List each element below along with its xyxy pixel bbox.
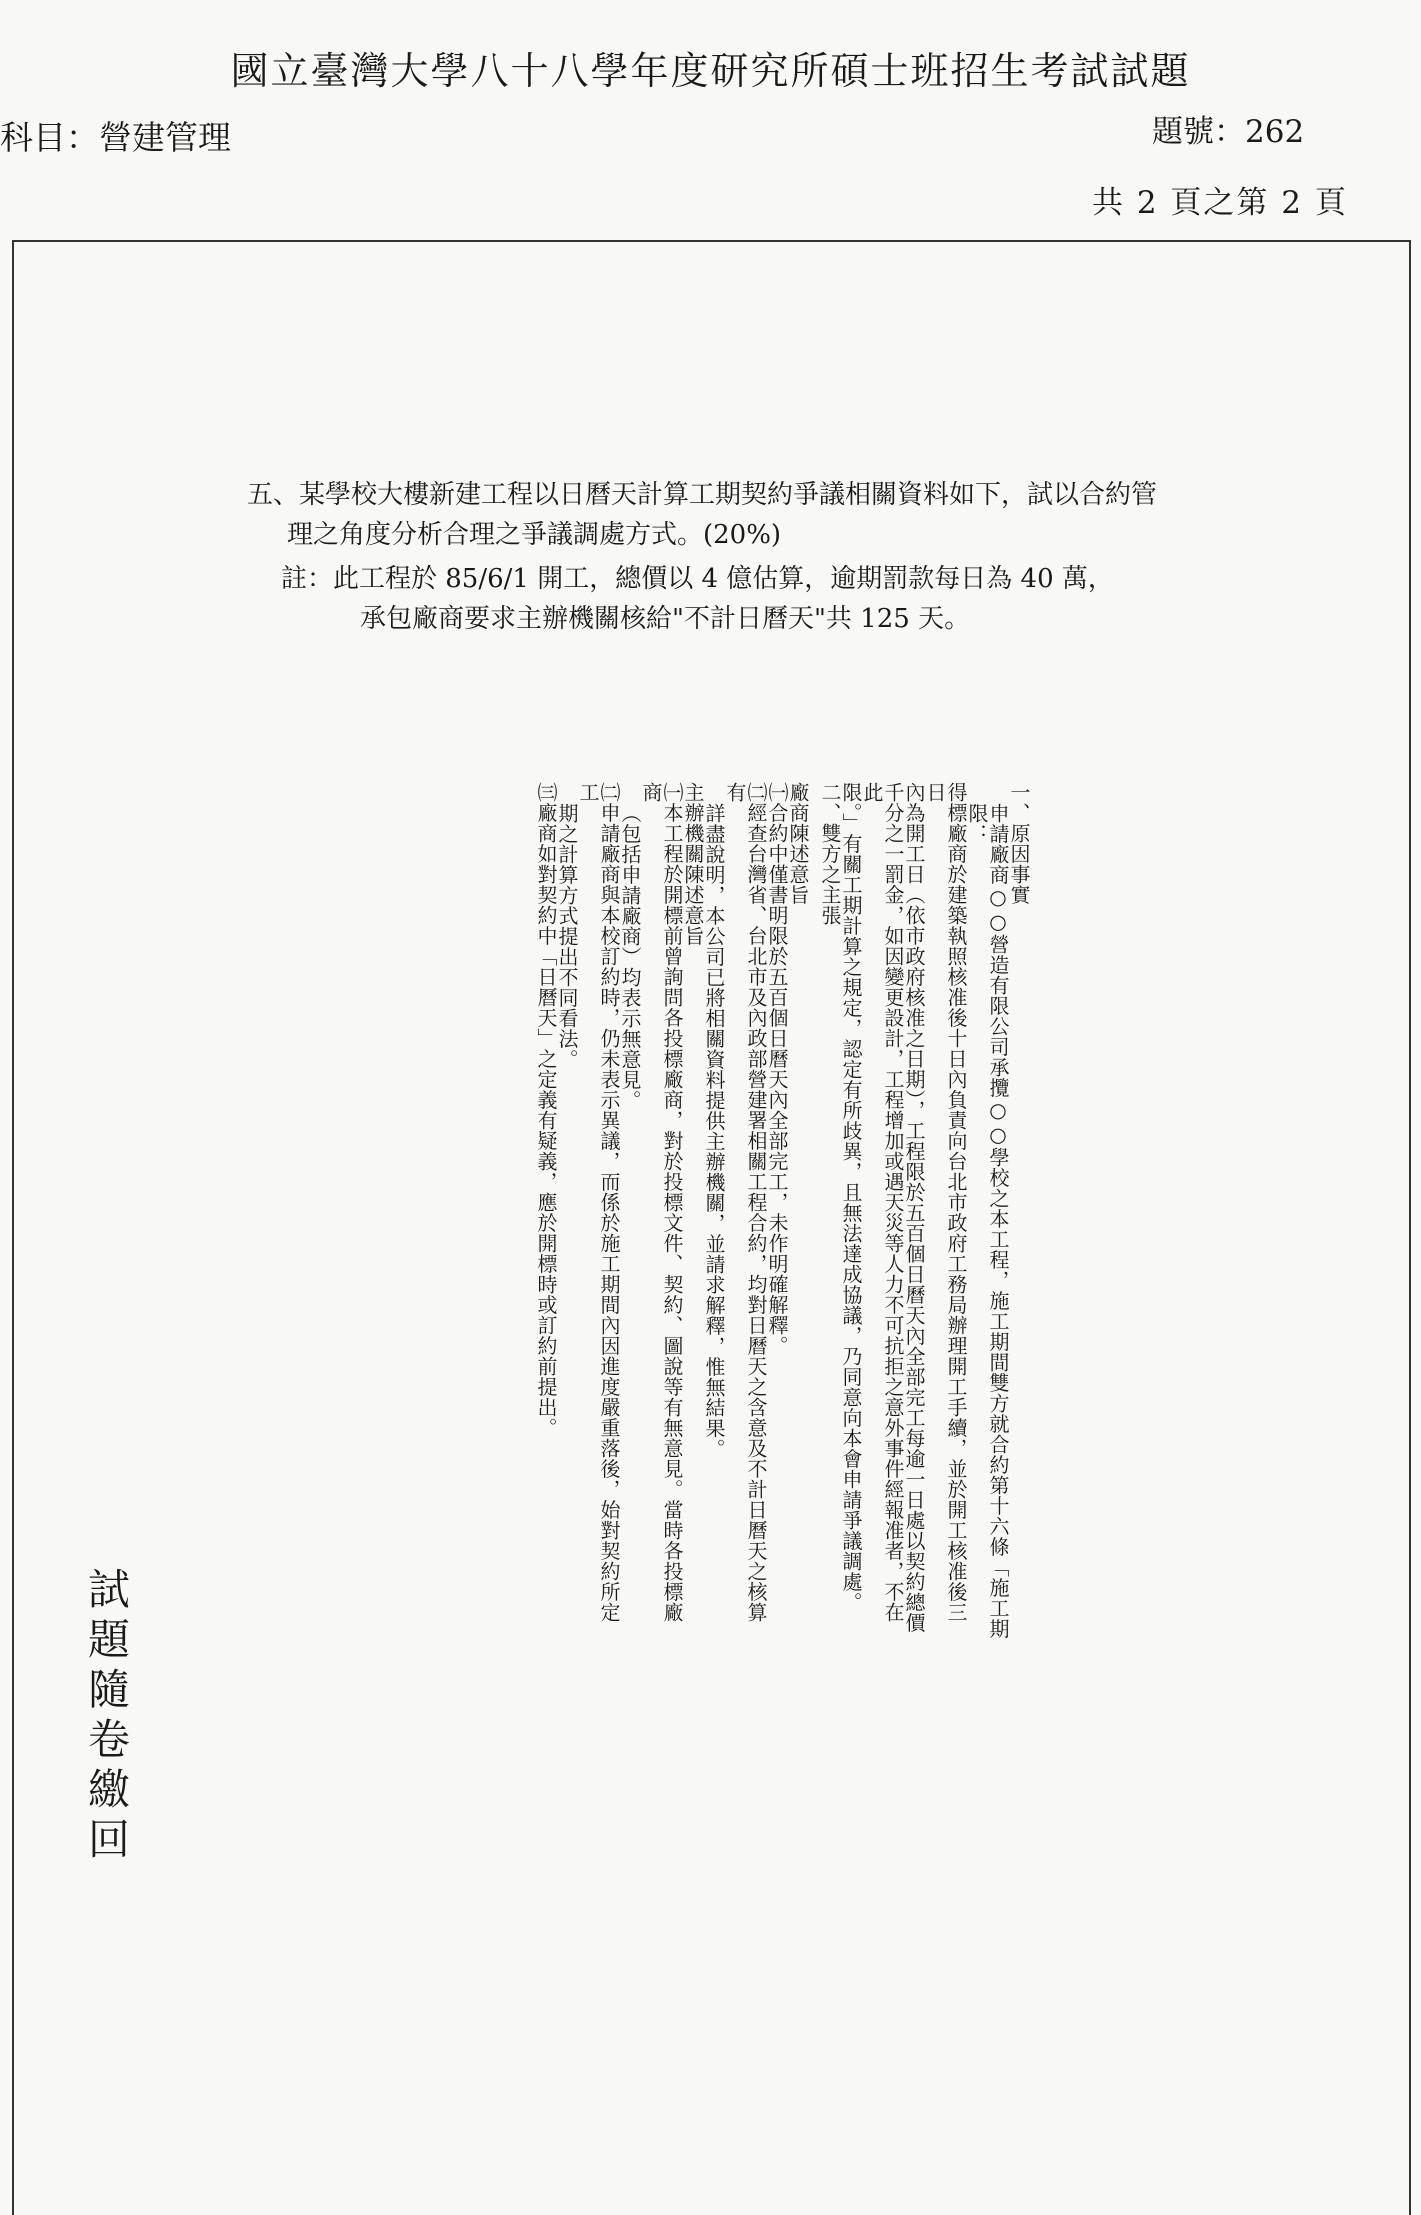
section1-paragraph-3: 內為開工日（依市政府核准之日期），工程限於五百個日曆天內全部完工每逾一日處以契約總價 [902,782,926,1633]
vendor-item-2a: ㈡經查台灣省、台北市及內政部營建署相關工程合約，均對日曆天之含意及不計日曆天之核算有 [723,782,768,1623]
subject-label: 科目：營建管理 [0,118,231,157]
return-with-paper-stamp: 試題隨卷繳回 [82,1567,131,1867]
agency-item-1a: ㈠本工程於開標前曾詢問各投標廠商，對於投標文件、契約、圖說等有無意見。當時各投標廠商 [639,782,684,1623]
agency-heading: 主辦機關陳述意旨 [681,782,705,946]
question-5 [247,475,1207,639]
vendor-item-1: ㈠合約中僅書明限於五百個日曆天內全部完工，未作明確解釋。 [765,782,789,1356]
section1-paragraph-1: 申請廠商○○營造有限公司承攬○○學校之本工程，施工期間雙方就合約第十六條「施工期限： [965,803,1010,1639]
agency-item-2a: ㈡申請廠商與本校訂約時，仍未表示異議，而係於施工期間內因進度嚴重落後，始對契約所定工 [576,782,621,1623]
section1-heading: 一、原因事實 [1007,782,1031,905]
agency-item-1b: （包括申請廠商）均表示無意見。 [618,803,642,1111]
question-5-line2: 理之角度分析合理之爭議調處方式。(20%) [287,520,782,550]
vendor-heading: 廠商陳述意旨 [786,782,810,905]
vendor-item-2b: 詳盡說明，本公司已將相關資料提供主辦機關，並請求解釋，惟無結果。 [702,803,726,1459]
exam-title: 國立臺灣大學八十八學年度研究所碩士班招生考試試題 [230,49,1191,93]
section1-paragraph-5: 限。」有關工期計算之規定，認定有所歧異，且無法達成協議，乃同意向本會申請爭議調處。 [839,782,863,1613]
question-number: 題號：262 [1152,114,1305,150]
question-5-note1: 註：此工程於 85/6/1 開工，總價以 4 億估算，逾期罰款每日為 40 萬， [281,564,1114,594]
question-5-line1: 五、某學校大樓新建工程以日曆天計算工期契約爭議相關資料如下，試以合約管 [247,480,1158,510]
agency-item-2b: 期之計算方式提出不同看法。 [555,803,579,1070]
section1-paragraph-4: 千分之一罰金，如因變更設計，工程增加或遇天災等人力不可抗拒之意外事件經報准者，不在此 [860,782,905,1623]
section2-heading: 二、雙方之主張 [818,782,842,926]
agency-item-3: ㈢廠商如對契約中「日曆天」之定義有疑義，應於開標時或訂約前提出。 [534,782,558,1438]
attachment-vertical-text [535,782,1029,1642]
question-5-note2: 承包廠商要求主辦機關核給"不計日曆天"共 125 天。 [360,604,971,634]
section1-paragraph-2: 得標廠商於建築執照核准後十日內負責向台北市政府工務局辦理開工手續，並於開工核准後三日 [923,782,968,1623]
page-indicator: 共 2 頁之第 2 頁 [1092,185,1348,221]
